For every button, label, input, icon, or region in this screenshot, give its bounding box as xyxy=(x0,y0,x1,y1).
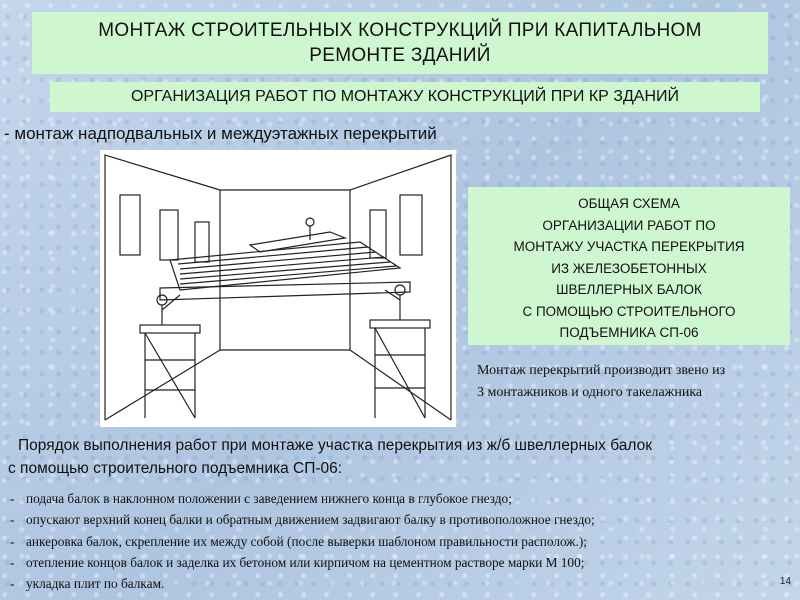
step-text: анкеровка балок, скрепление их между собой (после выверки шаблоном правильности располож.); xyxy=(26,533,587,549)
slide-title xyxy=(32,12,768,74)
slide-title-line-1: МОНТАЖ СТРОИТЕЛЬНЫХ КОНСТРУКЦИЙ ПРИ КАПИТАЛЬНОМ xyxy=(98,20,702,41)
slide-title-line-2: РЕМОНТЕ ЗДАНИЙ xyxy=(309,45,491,66)
list-item xyxy=(10,531,795,552)
list-item xyxy=(10,488,795,509)
scheme-caption-box xyxy=(468,187,790,345)
scheme-line-5: ШВЕЛЛЕРНЫХ БАЛОК xyxy=(556,282,702,297)
crew-note xyxy=(477,360,797,404)
scheme-line-1: ОБЩАЯ СХЕМА xyxy=(578,196,680,211)
installation-scheme-drawing xyxy=(100,150,456,427)
work-order-heading xyxy=(8,434,788,480)
list-marker: - xyxy=(10,491,15,506)
list-marker: - xyxy=(10,512,15,528)
list-item xyxy=(10,573,795,594)
list-item xyxy=(10,509,795,530)
scheme-line-2: ОРГАНИЗАЦИИ РАБОТ ПО xyxy=(542,217,716,233)
work-order-line-1: Порядок выполнения работ при монтаже участка перекрытия из ж/б швеллерных балок xyxy=(18,437,652,454)
scheme-line-4: ИЗ ЖЕЛЕЗОБЕТОННЫХ xyxy=(551,260,707,276)
crew-note-line-2: 3 монтажников и одного такелажника xyxy=(477,385,703,400)
section-heading: - монтаж надподвальных и междуэтажных перекрытий xyxy=(4,124,437,143)
crew-note-line-1: Монтаж перекрытий производит звено из xyxy=(477,363,726,378)
list-marker: - xyxy=(10,533,15,549)
page-number: 14 xyxy=(779,576,791,587)
list-marker: - xyxy=(10,554,15,570)
step-text: опускают верхний конец балки и обратным движением задвигают балку в противоположное гнездо; xyxy=(26,512,595,528)
step-text: отепление концов балок и заделка их бетоном или кирпичом на цементном растворе марки М 100; xyxy=(26,554,585,570)
scheme-line-7: ПОДЪЕМНИКА СП-06 xyxy=(559,325,699,340)
slide-subtitle: ОРГАНИЗАЦИЯ РАБОТ ПО МОНТАЖУ КОНСТРУКЦИЙ ПРИ КР ЗДАНИЙ xyxy=(50,82,760,112)
scheme-line-6: С ПОМОЩЬЮ СТРОИТЕЛЬНОГО xyxy=(522,303,736,319)
scheme-line-3: МОНТАЖУ УЧАСТКА ПЕРЕКРЫТИЯ xyxy=(513,239,745,254)
construction-illustration xyxy=(100,150,456,427)
list-marker: - xyxy=(10,576,15,592)
step-text: укладка плит по балкам. xyxy=(26,576,165,592)
step-text: подача балок в наклонном положении с заведением нижнего конца в глубокое гнездо; xyxy=(26,491,512,506)
list-item xyxy=(10,552,795,573)
work-steps-list xyxy=(10,488,795,594)
work-order-line-2: с помощью строительного подъемника СП-06: xyxy=(8,460,343,477)
